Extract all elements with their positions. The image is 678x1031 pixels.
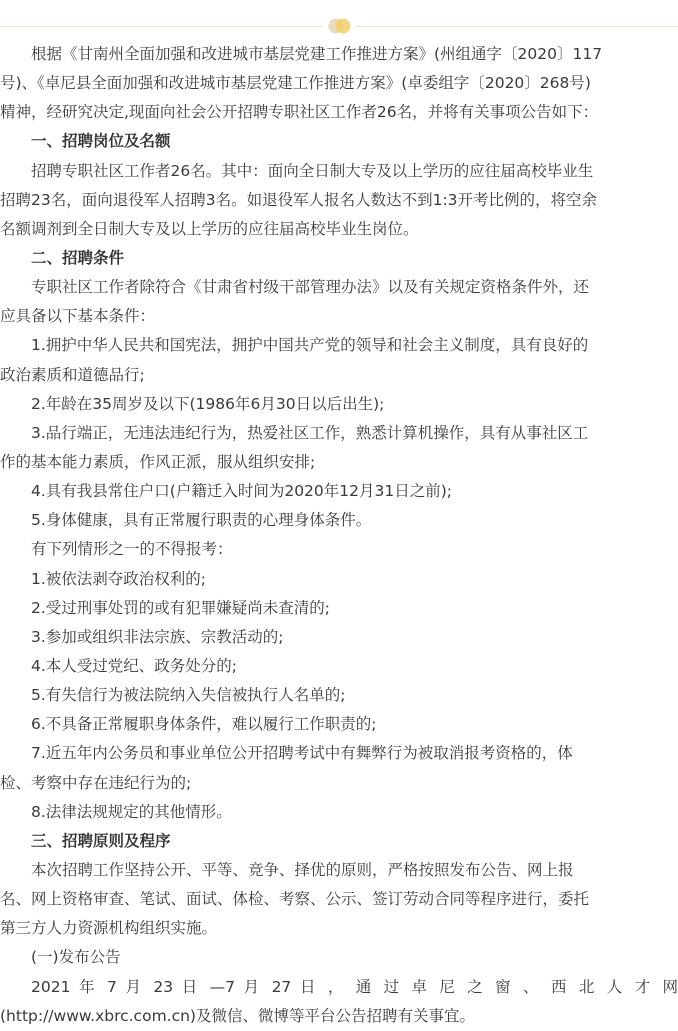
text-line: 1.拥护中华人民共和国宪法，拥护中国共产党的领导和社会主义制度，具有良好的 bbox=[31, 336, 589, 355]
divider-line-right bbox=[356, 26, 678, 27]
text-line: 5.有失信行为被法院纳入失信被执行人名单的; bbox=[31, 686, 346, 705]
text-line: 检、考察中存在违纪行为的; bbox=[0, 773, 192, 792]
text-line: 7.近五年内公务员和事业单位公开招聘考试中有舞弊行为被取消报考资格的，体 bbox=[31, 744, 573, 763]
text-line: 6.不具备正常履职身体条件，难以履行工作职责的; bbox=[31, 715, 377, 734]
section-heading: 三、招聘原则及程序 bbox=[31, 831, 171, 850]
text-line: 专职社区工作者除符合《甘肃省村级干部管理办法》以及有关规定资格条件外，还 bbox=[31, 278, 590, 297]
text-line: 4.本人受过党纪、政务处分的; bbox=[31, 656, 238, 675]
text-line: 3.品行端正，无违法违纪行为，热爱社区工作，熟悉计算机操作，具有从事社区工 bbox=[31, 423, 589, 442]
text-line: 根据《甘南州全面加强和改进城市基层党建工作推进方案》(州组通字〔2020〕117 bbox=[31, 45, 603, 63]
top-divider bbox=[0, 0, 678, 40]
text-line: 8.法律法规规定的其他情形。 bbox=[31, 802, 232, 821]
text-line: 政治素质和道德品行; bbox=[0, 365, 145, 384]
text-line: 2021 年 7 月 23 日 —7 月 27 日 ， 通 过 卓 尼 之 窗 、 西 北 人 才 网 bbox=[31, 977, 678, 996]
text-line: 精神，经研究决定,现面向社会公开招聘专职社区工作者26名，并将有关事项公告如下： bbox=[0, 103, 599, 122]
text-line: 本次招聘工作坚持公开、平等、竞争、择优的原则，严格按照发布公告、网上报 bbox=[31, 860, 574, 879]
section-heading: 二、招聘条件 bbox=[31, 248, 125, 267]
text-line: 名额调剂到全日制大专及以上学历的应往届高校毕业生岗位。 bbox=[0, 219, 419, 238]
text-line: (一)发布公告 bbox=[31, 948, 121, 967]
text-line: 招聘23名，面向退役军人招聘3名。如退役军人报名人数达不到1:3开考比例的，将空余 bbox=[0, 190, 598, 209]
text-line: 2.年龄在35周岁及以下(1986年6月30日以后出生); bbox=[31, 394, 385, 413]
text-line: 号)、《卓尼县全面加强和改进城市基层党建工作推进方案》(卓委组字〔2020〕268号) bbox=[0, 74, 591, 93]
text-line: 应具备以下基本条件： bbox=[0, 307, 156, 326]
text-line: 作的基本能力素质，作风正派，服从组织安排; bbox=[0, 452, 316, 471]
text-line: (http://www.xbrc.com.cn)及微信、微博等平台公告招聘有关事宜。 bbox=[0, 1006, 475, 1025]
text-line: 4.具有我县常住户口(户籍迁入时间为2020年12月31日之前); bbox=[31, 482, 452, 501]
section-heading: 一、招聘岗位及名额 bbox=[31, 132, 171, 151]
text-line: 第三方人力资源机构组织实施。 bbox=[0, 919, 218, 938]
overlapping-circles-icon bbox=[327, 17, 353, 35]
text-line: 5.身体健康，具有正常履行职责的心理身体条件。 bbox=[31, 511, 372, 530]
text-line: 3.参加或组织非法宗族、宗教活动的; bbox=[31, 627, 284, 646]
text-line: 有下列情形之一的不得报考： bbox=[31, 540, 233, 559]
article-body bbox=[0, 40, 678, 1031]
text-line: 名、网上资格审查、笔试、面试、体检、考察、公示、签订劳动合同等程序进行，委托 bbox=[0, 890, 590, 909]
text-line: 2.受过刑事处罚的或有犯罪嫌疑尚未查清的; bbox=[31, 598, 331, 617]
text-line: 招聘专职社区工作者26名。其中：面向全日制大专及以上学历的应往届高校毕业生 bbox=[31, 161, 594, 180]
divider-line-left bbox=[0, 26, 322, 27]
text-line: 1.被依法剥夺政治权利的; bbox=[31, 569, 207, 588]
